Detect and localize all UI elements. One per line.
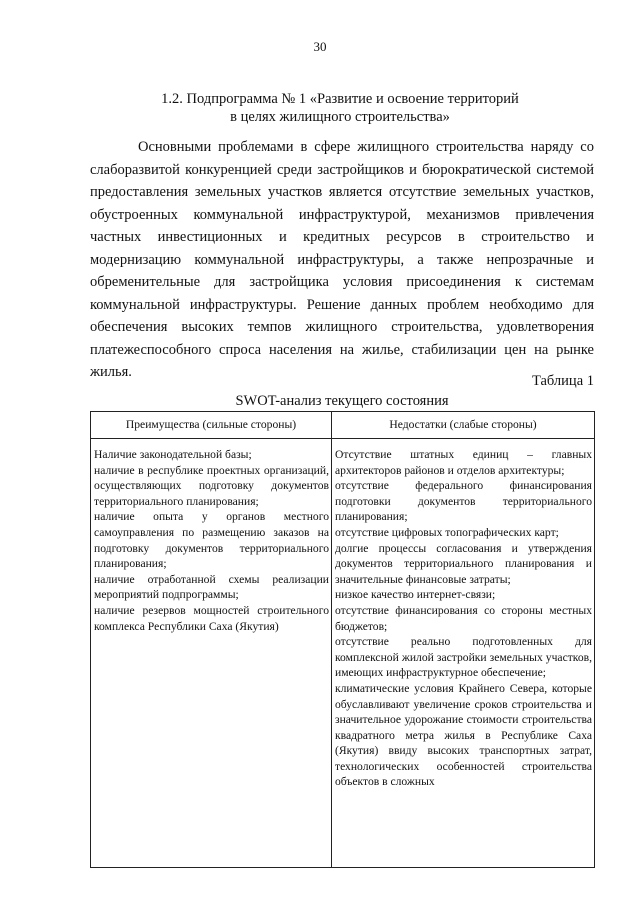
weakness-item: Отсутствие штатных единиц – главных архитекторов районов и отделов архитектуры; xyxy=(335,448,592,477)
body-paragraph: Основными проблемами в сфере жилищного строительства наряду со слаборазвитой конкуренцией среди застройщиков и бюрократической системой предоставления земельных участков является отсутствие земельных участков, обустроенных коммунальной инфраструктурой, механизмов привлечения частных инвестиционных и кредитных ресурсов в строительство и модернизацию коммунальной инфраструктуры, а также непрозрачные и обременительные для застройщика условия присоединения к системам коммунальной инфраструктуры. Решение данных проблем необходимо для обеспечения высоких темпов жилищного строительства, удовлетворения платежеспособного спроса населения на жилье, стабилизации цен на рынке жилья. xyxy=(90,139,594,380)
strength-item: наличие резервов мощностей строительного комплекса Республики Саха (Якутия) xyxy=(94,603,329,633)
table-row xyxy=(91,439,595,868)
section-heading xyxy=(90,90,590,126)
section-heading-line-1: 1.2. Подпрограмма № 1 «Развитие и освоение территорий xyxy=(161,91,519,107)
strength-item: наличие в республике проектных организаций, осуществляющих подготовку документов территориального планирования; xyxy=(94,463,329,508)
weakness-item: климатические условия Крайнего Севера, которые обуславливают увеличение сроков строительства и значительное удорожание стоимости строительства квадратного метра жилья в Республике Саха (Якутия) ввиду высоких транспортных затрат, технологических особенностей строительства объектов в сложных xyxy=(335,681,592,789)
strength-item: наличие отработанной схемы реализации мероприятий подпрограммы; xyxy=(94,572,329,602)
swot-table xyxy=(90,411,595,868)
strength-item: наличие опыта у органов местного самоуправления по размещению заказов на подготовку документов территориального планирования; xyxy=(94,510,329,571)
table-label: Таблица 1 xyxy=(531,373,594,389)
weakness-item: низкое качество интернет-связи; xyxy=(335,588,496,602)
strength-item: Наличие законодательной базы; xyxy=(94,448,252,461)
weaknesses-cell xyxy=(332,439,595,868)
weakness-item: отсутствие цифровых топографических карт; xyxy=(335,525,559,539)
weakness-item: отсутствие реально подготовленных для комплексной жилой застройки земельных участков, имеющих инфраструктурное обеспечение; xyxy=(335,635,592,680)
weaknesses-header: Недостатки (слабые стороны) xyxy=(332,412,595,439)
table-header-row xyxy=(91,412,595,439)
table-title: SWOT-анализ текущего состояния xyxy=(235,393,449,409)
strengths-header: Преимущества (сильные стороны) xyxy=(91,412,332,439)
weakness-item: отсутствие федерального финансирования подготовки документов территориального планирования; xyxy=(335,479,592,524)
weakness-item: отсутствие финансирования со стороны местных бюджетов; xyxy=(335,603,592,633)
weakness-item: долгие процессы согласования и утверждения документов территориального планирования и значительные финансовые затраты; xyxy=(335,541,592,586)
strengths-cell xyxy=(91,439,332,868)
section-heading-line-2: в целях жилищного строительства» xyxy=(230,109,450,125)
page-number: 30 xyxy=(313,39,327,54)
